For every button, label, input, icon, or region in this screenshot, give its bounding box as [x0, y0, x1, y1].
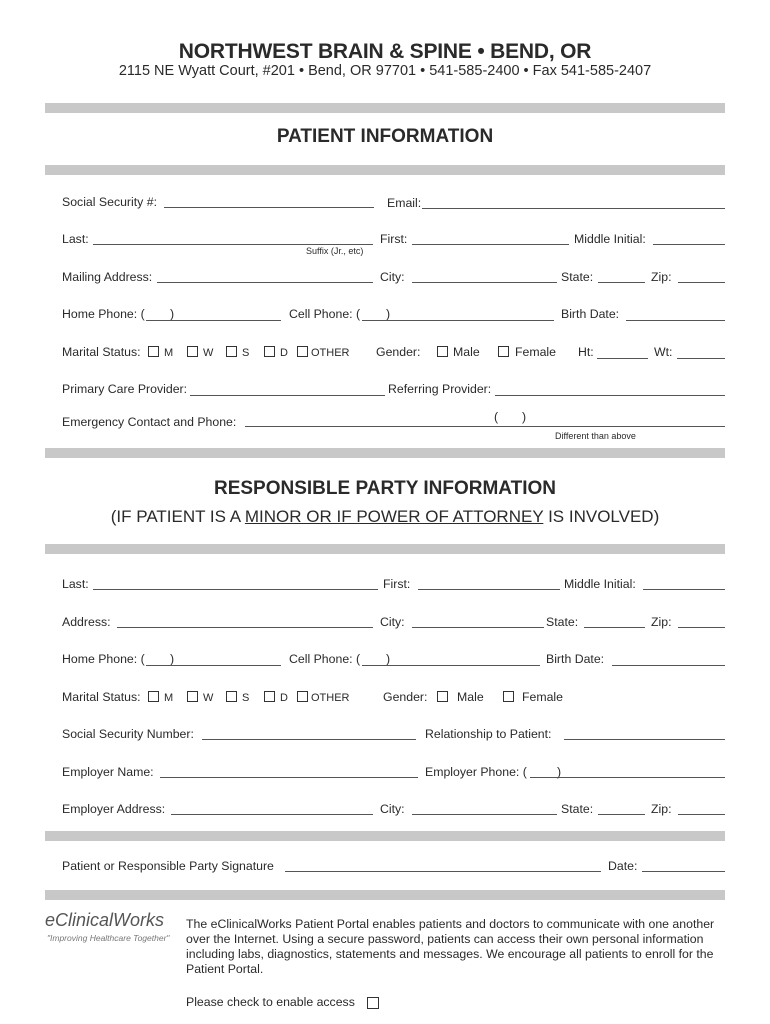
rp-city-field[interactable] — [412, 627, 544, 628]
rp-home-phone-paren: ) — [170, 652, 175, 666]
divider-bar — [45, 544, 725, 554]
rp-marital-d-checkbox[interactable] — [264, 691, 275, 702]
emergency-paren-close: ) — [522, 410, 527, 424]
zip-field[interactable] — [678, 282, 725, 283]
rp-zip-label: Zip: — [651, 615, 672, 629]
marital-s-label: S — [242, 347, 250, 359]
mailing-address-field[interactable] — [157, 282, 373, 283]
email-field[interactable] — [422, 208, 725, 209]
last-name-field[interactable] — [93, 244, 373, 245]
marital-d-label: D — [280, 347, 288, 359]
rp-last-name-label: Last: — [62, 577, 89, 591]
rp-employer-phone-paren: ) — [557, 765, 562, 779]
signature-date-field[interactable] — [642, 871, 725, 872]
rp-gender-female-checkbox[interactable] — [503, 691, 514, 702]
signature-date-label: Date: — [608, 859, 638, 873]
birth-date-label: Birth Date: — [561, 307, 620, 321]
rp-employer-city-label: City: — [380, 802, 405, 816]
primary-care-label: Primary Care Provider: — [62, 382, 188, 396]
rp-employer-state-label: State: — [561, 802, 594, 816]
rp-marital-m-checkbox[interactable] — [148, 691, 159, 702]
marital-m-checkbox[interactable] — [148, 346, 159, 357]
rp-employer-name-label: Employer Name: — [62, 765, 154, 779]
middle-initial-field[interactable] — [653, 244, 725, 245]
rp-employer-city-field[interactable] — [412, 814, 557, 815]
rp-cell-phone-paren: ) — [386, 652, 391, 666]
divider-bar — [45, 448, 725, 458]
referring-provider-label: Referring Provider: — [388, 382, 492, 396]
rp-gender-label: Gender: — [383, 690, 428, 704]
responsible-party-subheading: (IF PATIENT IS A MINOR OR IF POWER OF ATTORNEY IS INVOLVED) — [110, 507, 660, 526]
city-label: City: — [380, 270, 405, 284]
gender-label: Gender: — [376, 345, 421, 359]
height-field[interactable] — [597, 358, 648, 359]
rp-employer-zip-label: Zip: — [651, 802, 672, 816]
emergency-contact-field[interactable] — [245, 426, 725, 427]
ssn-label: Social Security #: — [62, 195, 158, 209]
state-label: State: — [561, 270, 594, 284]
rp-address-field[interactable] — [117, 627, 373, 628]
marital-s-checkbox[interactable] — [226, 346, 237, 357]
last-name-label: Last: — [62, 232, 89, 246]
different-note: Different than above — [555, 431, 636, 441]
rp-cell-phone-field[interactable] — [362, 665, 540, 666]
divider-bar — [45, 165, 725, 175]
enable-access-checkbox[interactable] — [367, 997, 379, 1009]
rp-employer-state-field[interactable] — [598, 814, 645, 815]
height-label: Ht: — [578, 345, 594, 359]
emergency-paren-open: ( — [494, 410, 499, 424]
practice-address: 2115 NE Wyatt Court, #201 • Bend, OR 97701 • 541-585-2400 • Fax 541-585-2407 — [118, 63, 652, 79]
rp-home-phone-label: Home Phone: ( — [62, 652, 145, 666]
emergency-contact-label: Emergency Contact and Phone: — [62, 415, 237, 429]
birth-date-field[interactable] — [626, 320, 725, 321]
rp-city-label: City: — [380, 615, 405, 629]
rp-address-label: Address: — [62, 615, 111, 629]
home-phone-label: Home Phone: ( — [62, 307, 145, 321]
home-phone-field[interactable] — [146, 320, 281, 321]
marital-d-checkbox[interactable] — [264, 346, 275, 357]
rp-middle-initial-field[interactable] — [643, 589, 725, 590]
rp-marital-s-checkbox[interactable] — [226, 691, 237, 702]
mailing-address-label: Mailing Address: — [62, 270, 153, 284]
rp-home-phone-field[interactable] — [146, 665, 281, 666]
weight-field[interactable] — [677, 358, 725, 359]
email-label: Email: — [387, 196, 422, 210]
rp-relationship-field[interactable] — [564, 739, 725, 740]
rp-gender-male-checkbox[interactable] — [437, 691, 448, 702]
marital-w-label: W — [203, 347, 214, 359]
patient-info-heading: PATIENT INFORMATION — [276, 126, 494, 147]
rp-gender-female-label: Female — [522, 690, 564, 704]
cell-phone-label: Cell Phone: ( — [289, 307, 361, 321]
rp-ssn-label: Social Security Number: — [62, 727, 194, 741]
rp-employer-zip-field[interactable] — [678, 814, 725, 815]
cell-phone-paren: ) — [386, 307, 391, 321]
home-phone-paren: ) — [170, 307, 175, 321]
marital-other-checkbox[interactable] — [297, 346, 308, 357]
rp-marital-w-label: W — [203, 692, 214, 704]
rp-first-name-field[interactable] — [418, 589, 560, 590]
first-name-label: First: — [380, 232, 408, 246]
enable-access-label: Please check to enable access — [186, 995, 355, 1009]
cell-phone-field[interactable] — [362, 320, 554, 321]
gender-female-label: Female — [515, 345, 557, 359]
divider-bar — [45, 890, 725, 900]
rp-cell-phone-label: Cell Phone: ( — [289, 652, 361, 666]
city-field[interactable] — [412, 282, 557, 283]
rp-gender-male-label: Male — [457, 690, 484, 704]
divider-bar — [45, 103, 725, 113]
rp-first-name-label: First: — [383, 577, 411, 591]
rp-employer-address-label: Employer Address: — [62, 802, 166, 816]
rp-relationship-label: Relationship to Patient: — [425, 727, 552, 741]
signature-field[interactable] — [285, 871, 601, 872]
weight-label: Wt: — [654, 345, 673, 359]
rp-middle-initial-label: Middle Initial: — [564, 577, 636, 591]
rp-marital-d-label: D — [280, 692, 288, 704]
rp-zip-field[interactable] — [678, 627, 725, 628]
zip-label: Zip: — [651, 270, 672, 284]
rp-marital-other-checkbox[interactable] — [297, 691, 308, 702]
rp-marital-m-label: M — [164, 692, 174, 704]
rp-marital-status-label: Marital Status: — [62, 690, 141, 704]
rp-ssn-field[interactable] — [202, 739, 416, 740]
portal-description: The eClinicalWorks Patient Portal enables patients and doctors to communicate with one another over the Internet. Using a secure password, patients can access their own personal information including labs, diagnostics, statements and messages. We encourage all patients to enroll for the Patient Portal. — [186, 917, 715, 976]
rp-birth-date-field[interactable] — [612, 665, 725, 666]
state-field[interactable] — [598, 282, 645, 283]
rp-birth-date-label: Birth Date: — [546, 652, 605, 666]
gender-male-label: Male — [453, 345, 480, 359]
signature-label: Patient or Responsible Party Signature — [62, 859, 274, 873]
first-name-field[interactable] — [412, 244, 569, 245]
eclinicalworks-logo: eClinicalWorks — [45, 910, 165, 930]
primary-care-field[interactable] — [190, 395, 385, 396]
ssn-field[interactable] — [164, 207, 374, 208]
rp-marital-s-label: S — [242, 692, 250, 704]
gender-male-checkbox[interactable] — [437, 346, 448, 357]
rp-marital-w-checkbox[interactable] — [187, 691, 198, 702]
referring-provider-field[interactable] — [495, 395, 725, 396]
rp-state-label: State: — [546, 615, 579, 629]
rp-state-field[interactable] — [584, 627, 645, 628]
responsible-party-heading: RESPONSIBLE PARTY INFORMATION — [213, 478, 557, 499]
marital-other-label: OTHER — [311, 347, 350, 359]
marital-m-label: M — [164, 347, 174, 359]
rp-employer-phone-label: Employer Phone: ( — [425, 765, 527, 779]
marital-w-checkbox[interactable] — [187, 346, 198, 357]
divider-bar — [45, 831, 725, 841]
rp-marital-other-label: OTHER — [311, 692, 350, 704]
rp-employer-name-field[interactable] — [160, 777, 418, 778]
suffix-note: Suffix (Jr., etc) — [306, 246, 364, 256]
marital-status-label: Marital Status: — [62, 345, 141, 359]
rp-employer-phone-field[interactable] — [530, 777, 725, 778]
eclinicalworks-tagline: "Improving Healthcare Together" — [47, 933, 170, 943]
rp-employer-address-field[interactable] — [171, 814, 373, 815]
middle-initial-label: Middle Initial: — [574, 232, 646, 246]
practice-title: NORTHWEST BRAIN & SPINE • BEND, OR — [178, 40, 592, 63]
gender-female-checkbox[interactable] — [498, 346, 509, 357]
rp-last-name-field[interactable] — [93, 589, 378, 590]
